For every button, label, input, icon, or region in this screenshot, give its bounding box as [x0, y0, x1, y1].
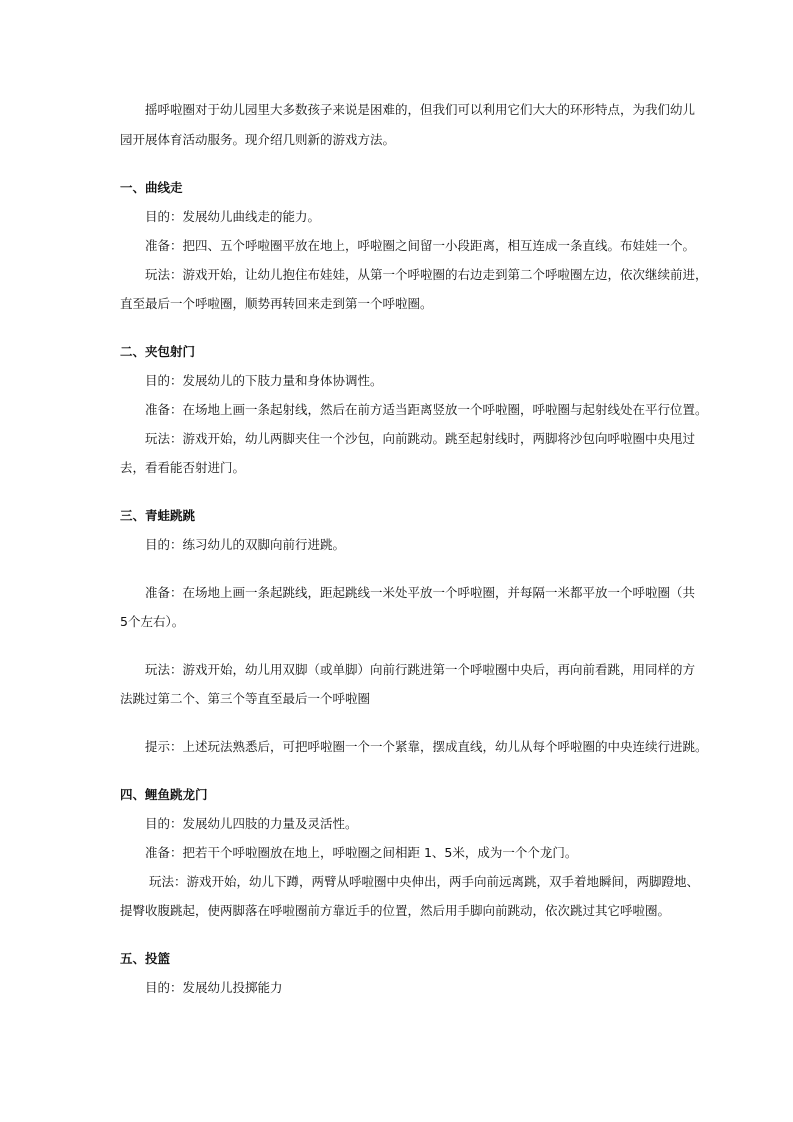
section-1-play-line-1: 玩法：游戏开始，让幼儿抱住布娃娃，从第一个呼啦圈的右边走到第二个呼啦圈左边，依次继续前进， [145, 267, 708, 282]
section-1-prep: 准备：把四、五个呼啦圈平放在地上，呼啦圈之间留一小段距离，相互连成一条直线。布娃娃一个。 [145, 238, 696, 253]
section-1-goal: 目的：发展幼儿曲线走的能力。 [145, 209, 321, 224]
section-3-prep-line-1: 准备：在场地上画一条起跳线，距起跳线一米处平放一个呼啦圈，并每隔一米都平放一个呼啦圈（共 [145, 585, 696, 600]
section-4-heading: 四、鲤鱼跳龙门 [120, 787, 208, 802]
section-2-prep: 准备：在场地上画一条起射线，然后在前方适当距离竖放一个呼啦圈，呼啦圈与起射线处在平行位置。 [145, 402, 708, 417]
intro-line-2: 园开展体育活动服务。现介绍几则新的游戏方法。 [120, 132, 396, 147]
section-2-heading: 二、夹包射门 [120, 344, 196, 359]
section-2-play-line-2: 去，看看能否射进门。 [120, 460, 246, 475]
section-3-prep-line-2: 5个左右）。 [120, 614, 185, 629]
section-2-goal: 目的：发展幼儿的下肢力量和身体协调性。 [145, 373, 383, 388]
section-3-tip: 提示：上述玩法熟悉后，可把呼啦圈一个一个紧靠，摆成直线，幼儿从每个呼啦圈的中央连续行进跳。 [145, 739, 708, 754]
section-5-goal: 目的：发展幼儿投掷能力 [145, 980, 283, 995]
section-5-heading: 五、投篮 [120, 951, 171, 966]
section-1-heading: 一、曲线走 [120, 180, 183, 195]
section-4-play-line-1: 玩法：游戏开始，幼儿下蹲，两臂从呼啦圈中央伸出，两手向前远离跳，双手着地瞬间，两脚蹬地、 [149, 874, 700, 889]
section-1-play-line-2: 直至最后一个呼啦圈，顺势再转回来走到第一个呼啦圈。 [120, 296, 433, 311]
section-4-prep: 准备：把若干个呼啦圈放在地上，呼啦圈之间相距 1、5米，成为一个个龙门。 [145, 845, 578, 860]
section-3-heading: 三、青蛙跳跳 [120, 508, 196, 523]
section-3-play-line-2: 法跳过第二个、第三个等直至最后一个呼啦圈 [120, 691, 371, 706]
section-4-goal: 目的：发展幼儿四肢的力量及灵活性。 [145, 816, 358, 831]
intro-line-1: 摇呼啦圈对于幼儿园里大多数孩子来说是困难的，但我们可以利用它们大大的环形特点，为我们幼儿 [145, 102, 696, 117]
section-2-play-line-1: 玩法：游戏开始，幼儿两脚夹住一个沙包，向前跳动。跳至起射线时，两脚将沙包向呼啦圈中央甩过 [145, 431, 696, 446]
section-3-goal: 目的：练习幼儿的双脚向前行进跳。 [145, 537, 346, 552]
section-4-play-line-2: 提臀收腹跳起，使两脚落在呼啦圈前方靠近手的位置，然后用手脚向前跳动，依次跳过其它呼啦圈。 [120, 903, 671, 918]
section-3-play-line-1: 玩法：游戏开始，幼儿用双脚（或单脚）向前行跳进第一个呼啦圈中央后，再向前看跳，用同样的方 [145, 662, 696, 677]
